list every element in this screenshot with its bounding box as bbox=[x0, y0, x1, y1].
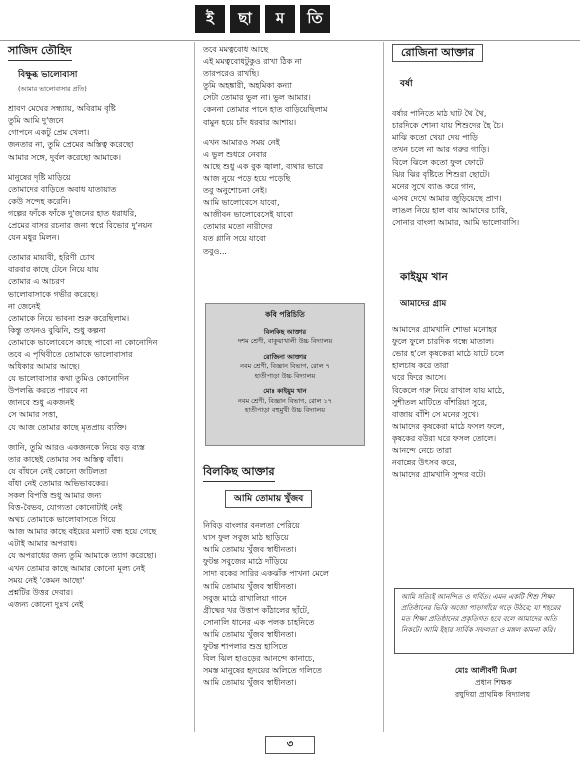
poem-title-wrap bbox=[225, 490, 378, 508]
headmaster-quote: আমি সত্যিই আনন্দিত ও গর্বিত। এমন একটি শিশু শিক্ষা প্রতিষ্ঠানের ভিত্তি অজো পাড়াগাঁয়ে গড়ে উঠবে; যা শহরের মত শিক্ষা প্রতিষ্ঠানের প্রকৃতিগত হবে বলে আমাদের অতি নিকটে। আমি ইহার সার্বিক সফলতা ও মঙ্গল কামনা করি। bbox=[394, 588, 574, 654]
poem-line: জানবে শুধু একজনই bbox=[8, 398, 75, 408]
poem-line: যে বাঁধনে নেই কোনো জটিলতা bbox=[8, 466, 108, 476]
stanza bbox=[8, 103, 186, 163]
poem-line: বাঁধা নেই তোমার অভিভাবকের। bbox=[8, 478, 109, 488]
poem-line: হালচাষ করে তারা bbox=[392, 361, 449, 371]
poem-line: না জেনেই bbox=[8, 301, 41, 311]
author-heading bbox=[8, 44, 186, 61]
column-3-poem bbox=[392, 270, 575, 481]
poem-title: বর্ষা bbox=[400, 79, 413, 90]
poet-detail: হাতীপাড়া উচ্চ বিদ্যালয় bbox=[254, 371, 316, 380]
poem-line: বিলে ঝিলে কতো ফুল ফোটে bbox=[392, 157, 484, 167]
poem-line: সকল বিপত্তি শুধু আমার জন্য bbox=[8, 491, 102, 500]
poem-line: সবুজ মাঠে রাখালিয়া গানে bbox=[203, 593, 287, 603]
poem-line: তোমাকে ভালোবেসে কাছে পাবো না কোনোদিন bbox=[8, 337, 158, 347]
masthead-letter: তি bbox=[300, 5, 330, 33]
stanza bbox=[8, 172, 186, 245]
masthead-letter: ছা bbox=[230, 5, 260, 33]
poem-line: ঝির ঝির বৃষ্টিতে শিশুরা ছোটে। bbox=[392, 169, 490, 179]
column-divider bbox=[194, 42, 195, 732]
poem-line: সাদা বকের সারির একঝাঁক পাখনা মেলে bbox=[203, 569, 329, 579]
poet-detail: দশম শ্রেণী, বাকুয়াখালী উচ্চ বিদ্যালয় bbox=[237, 337, 333, 345]
poem-line: তোমার এ আচরণ bbox=[8, 277, 65, 287]
poem-line: সোনালি ধানের এক পলক চাহনিতে bbox=[203, 617, 315, 627]
poet-entry bbox=[210, 353, 360, 382]
poem-line: তুমি আমি দু'জনে bbox=[8, 116, 64, 126]
poem-line: মানুষের দৃষ্টি মাড়িয়ে bbox=[8, 172, 71, 182]
poem-line: আজ আমার কাছে বইয়ের মলাট বন্ধ হয়ে গেছে bbox=[8, 527, 157, 537]
poet-list bbox=[210, 328, 360, 416]
poem-line: আমাদের গ্রামখানি শোভা মনোহর bbox=[392, 325, 497, 335]
poem-line: বিত্ত-বৈভব, যোগ্যতা কোনোটাই নেই bbox=[8, 503, 123, 513]
poem-line: যে ভালোবাসার কথা তুমিও কোনোদিন bbox=[8, 374, 130, 384]
poem-line: ফুটন্ত সবুজের মাঠে দাঁড়িয়ে bbox=[203, 557, 288, 567]
poem-line: নবান্নের উৎসব করে, bbox=[392, 458, 457, 468]
poem-line: বর্ষার পানিতে মাঠ ঘাট থৈ থৈ, bbox=[392, 109, 487, 119]
poem-line: কেউ সন্দেহ করেনি। bbox=[8, 196, 71, 206]
poem-line: সুশীতল মাটিতে বাঁশরিয়া সুরে, bbox=[392, 397, 488, 407]
poem-line: এখন তোমার কাছে আমার কোনো মূল্য নেই bbox=[8, 563, 145, 573]
poem-line: অথচ তোমাকে ভালোবাসতে গিয়ে bbox=[8, 515, 116, 525]
poet-detail: নবম শ্রেণী, বিজ্ঞান বিভাগ, রোল ১৭ bbox=[237, 396, 333, 405]
stanza bbox=[203, 44, 373, 129]
signer-role: প্রধান শিক্ষক bbox=[475, 678, 512, 687]
poem-line: এসব দেখে আমার জুড়িয়েছে প্রাণ। bbox=[392, 193, 502, 203]
author-name: সাজিদ তৌহিদ bbox=[8, 44, 72, 61]
poem-line: আমি তোমায় খুঁজব স্বাধীনতা। bbox=[203, 581, 297, 591]
column-2-poem bbox=[203, 465, 378, 689]
stanza bbox=[203, 137, 373, 258]
poem-line: তার কাছেই তোমার সব অস্তিত্ব বাঁধা। bbox=[8, 454, 124, 464]
signer-school: রঘুদিয়া প্রাথমিক বিদ্যালয় bbox=[455, 690, 531, 699]
poem-line: তুমি অহঙ্কারী, অহমিকা কন্যা bbox=[203, 81, 292, 91]
column-divider bbox=[383, 42, 384, 732]
poem-line: বিকেলে গরু নিয়ে রাখাল যায় মাঠে, bbox=[392, 385, 505, 395]
header-divider bbox=[0, 40, 580, 41]
poem-line: তোমার মতো নারীদের bbox=[203, 222, 273, 232]
poem-line: এই মমত্ববোধটুকুও রাখা ঠিক না bbox=[203, 57, 302, 67]
poet-detail: নবম শ্রেণী, বিজ্ঞান বিভাগ, রোল ৭ bbox=[240, 362, 330, 370]
poet-detail: হাতীপাড়া বহুমুখী উচ্চ বিদ্যালয় bbox=[244, 406, 326, 414]
poem-line: সে আমার সত্তা, bbox=[8, 410, 58, 420]
author-name: বিলকিছ আক্তার bbox=[203, 465, 275, 482]
poem-title: আমি তোমায় খুঁজব bbox=[225, 490, 312, 508]
poet-entry bbox=[210, 328, 360, 347]
poem-line: তবুও... bbox=[203, 246, 227, 256]
poem-line: ঘরে ফিরে আসে। bbox=[392, 373, 447, 383]
poet-name: রোজিনা আক্তার bbox=[263, 352, 307, 361]
poem-line: লাঙল নিয়ে হাল বায় আমাদের চাষি, bbox=[392, 205, 508, 215]
column-3 bbox=[392, 44, 575, 229]
poet-introduction-box bbox=[205, 303, 365, 446]
poem-line: আনন্দে নেচে তারা bbox=[392, 446, 452, 456]
poem-line: এ ভুল শুধরে নেবার bbox=[203, 149, 267, 159]
poem-line: চারদিকে শোনা যায় শিশুদের হৈ চৈ। bbox=[392, 121, 504, 131]
poem-line: যত গ্লানি সয়ে যাবো bbox=[203, 234, 266, 244]
author-heading bbox=[392, 44, 575, 62]
poet-name: বিলকিছ আক্তার bbox=[263, 327, 307, 336]
poem-body bbox=[203, 520, 378, 689]
poem-line: যে আজ তোমার কাছে মৃতপ্রায় ব্যক্তি। bbox=[8, 422, 127, 432]
poem-line: তবে মমত্ববোধ আছে bbox=[203, 45, 269, 54]
poem-body bbox=[392, 108, 575, 229]
poem-line: কৃষকের বউরা ঘরে ফসল তোলে। bbox=[392, 433, 497, 443]
poem-line: তখন চলে না আর গরুর গাড়ি। bbox=[392, 145, 490, 155]
poem-line: শ্রাবণ মেঘের সন্ধ্যায়, অবিরাম বৃষ্টি bbox=[8, 104, 116, 114]
masthead bbox=[195, 5, 330, 33]
page-number: ৩ bbox=[265, 736, 315, 754]
poem-line: বাজায় বাঁশি সে মনের সুখে। bbox=[392, 409, 479, 419]
poet-entry bbox=[210, 387, 360, 416]
poem-line: আমি তোমায় খুঁজব স্বাধীনতা। bbox=[203, 545, 297, 555]
poem-line: নিবিড় বাংলার বনলতা পেরিয়ে bbox=[203, 521, 300, 531]
poem-line: এখন আমারও সময় নেই bbox=[203, 137, 280, 147]
poem-line: সেটা তোমার ভুল না। ভুল আমার। bbox=[203, 93, 311, 103]
poem-line: কেননা তোমার পানে হাত বাড়িয়েছিলাম bbox=[203, 105, 328, 115]
signer-name: মোঃ আলীবর্দী মিঞা bbox=[455, 666, 517, 675]
poem-body bbox=[8, 103, 186, 611]
poem-title: আমাদের গ্রাম bbox=[400, 299, 447, 309]
poem-title: বিক্ষুব্ধ ভালোবাসা bbox=[18, 70, 78, 80]
poem-line: ভোর হ'লে কৃষকেরা মাঠে যাটে চলে bbox=[392, 349, 505, 359]
poem-line: বিল ঝিল হাওড়ের আনন্দে কানাচে, bbox=[203, 654, 315, 664]
poem-line: প্রশ্নটির উত্তর দেবার। bbox=[8, 587, 73, 597]
poem-line: ঘাস ফুল সবুজ মাঠ ছাড়িয়ে bbox=[203, 533, 289, 543]
column-1 bbox=[8, 44, 186, 619]
poem-line: এজন্য কোনো দুঃখ নেই bbox=[8, 599, 84, 609]
poem-line: ফুলে ফুলে চারদিক গন্ধে মাতাল। bbox=[392, 337, 495, 347]
poem-line: সোনার বাংলা আমার, আমি ভালোবাসি। bbox=[392, 218, 520, 228]
author-name: কাইয়ুম খান bbox=[400, 271, 448, 283]
poem-line: তোমাদের বাড়িতে অবাধ যাতায়াত bbox=[8, 184, 117, 194]
poem-line: অধিকার আমার আছে। bbox=[8, 362, 80, 372]
poem-line: আছে শুধু এক বুক জ্বালা, ব্যথার ভারে bbox=[203, 161, 324, 171]
poem-line: আমাদের কৃষকেরা মাঠে ফসল ফলে, bbox=[392, 421, 505, 431]
poem-line: বামুন হয়ে চাঁদ ধরবার আশায়। bbox=[203, 117, 297, 127]
poem-line: উপলব্ধি করতে পারবে না bbox=[8, 386, 88, 396]
poem-line: তোমার মায়াবী, হরিণী চোখ bbox=[8, 253, 95, 263]
poem-line: বারবার কাছে টেনে নিয়ে যায় bbox=[8, 265, 99, 275]
poem-line: জনতার না, তুমি প্রেমের অস্তিত্ব করেছো bbox=[8, 140, 134, 150]
poem-line: যেন মধুর মিলন। bbox=[8, 233, 60, 243]
poem-line: মাঝি কতো খেয়া দেয় পাড়ি bbox=[392, 133, 478, 143]
poem-line: সময় নেই 'কেমন আছো' bbox=[8, 575, 85, 585]
poem-line: গল্পের ফাঁকে ফাঁকে দু'জনের হাত ধরাধরি, bbox=[8, 208, 137, 218]
poem-line: এটাই আমার অপরাধ। bbox=[8, 539, 77, 549]
author-heading bbox=[203, 465, 378, 482]
poem-line: ভালোবাসাকে গভীর করেছে। bbox=[8, 289, 99, 299]
poem-line: আমি তোমায় খুঁজব স্বাধীনতা। bbox=[203, 678, 297, 688]
poem-line: সমস্ত মানুষের হৃদয়ের অলিতে গলিতে bbox=[203, 666, 322, 676]
poem-line: মনের সুখে ব্যাঙ করে গান, bbox=[392, 181, 476, 191]
poem-dedication: (আমার ভালোবাসার প্রতি) bbox=[18, 85, 87, 94]
poet-name: মোঃ কাইয়ুম খান bbox=[263, 387, 307, 395]
poem-line: আজ নুয়ে পড়ে হয়ে পড়েছি bbox=[203, 173, 291, 183]
poem-line: প্রেমের বাসর রচনার জন্য স্বপ্নে বিভোর দু'নয়ন bbox=[8, 221, 153, 231]
poem-body bbox=[392, 324, 575, 481]
poem-line: তোমাকে নিয়ে ভাবনা শুরু করেছিলাম। bbox=[8, 313, 130, 323]
column-2 bbox=[203, 44, 373, 266]
poem-line: আজীবন ভালোবেসেই যাবো bbox=[203, 210, 294, 220]
poem-line: জানি, তুমি আরও একজনকে নিয়ে বড় ব্যস্ত bbox=[8, 442, 145, 452]
poem-line: তবু অনুশোচনা নেই। bbox=[203, 186, 267, 196]
poem-continuation bbox=[203, 44, 373, 258]
poem-line: আমার সঙ্গে, দুর্বল করেছো আমাকে। bbox=[8, 152, 121, 162]
masthead-letter: ম bbox=[265, 5, 295, 33]
poem-line: তবে এ পৃথিবীতে তোমাকে ভালোবাসার bbox=[8, 349, 133, 359]
poem-line: আমি তোমায় খুঁজব স্বাধীনতা। bbox=[203, 629, 297, 639]
poem-line: আমি ভালোবেসে যাবো, bbox=[203, 198, 280, 208]
poet-box-heading: কবি পরিচিতি bbox=[265, 310, 305, 319]
poem-line: গ্রীষ্মের খর উত্তাপ কাঁঠালের ছাঁটে, bbox=[203, 605, 310, 615]
poem-line: ফুটন্ত শাপলার শুভ্র হাসিতে bbox=[203, 642, 288, 652]
poem-line: যে অপরাধের জন্য তুমি আমাকে ত্যাগ করেছো। bbox=[8, 551, 157, 561]
poem-line: গোপনে একটু প্রেম খেলা। bbox=[8, 128, 90, 138]
author-name: রোজিনা আক্তার bbox=[392, 44, 483, 62]
poem-line: কিন্তু তখনও বুঝিনি, শুধু কল্পনা bbox=[8, 325, 106, 335]
masthead-letter: ই bbox=[195, 5, 225, 33]
poem-line: তারপরেও রাখছি। bbox=[203, 69, 260, 79]
quote-signature bbox=[455, 665, 530, 701]
stanza bbox=[8, 252, 186, 433]
stanza bbox=[8, 442, 186, 611]
poem-line: আমাদের গ্রামখানি সুন্দর বটে। bbox=[392, 470, 486, 480]
